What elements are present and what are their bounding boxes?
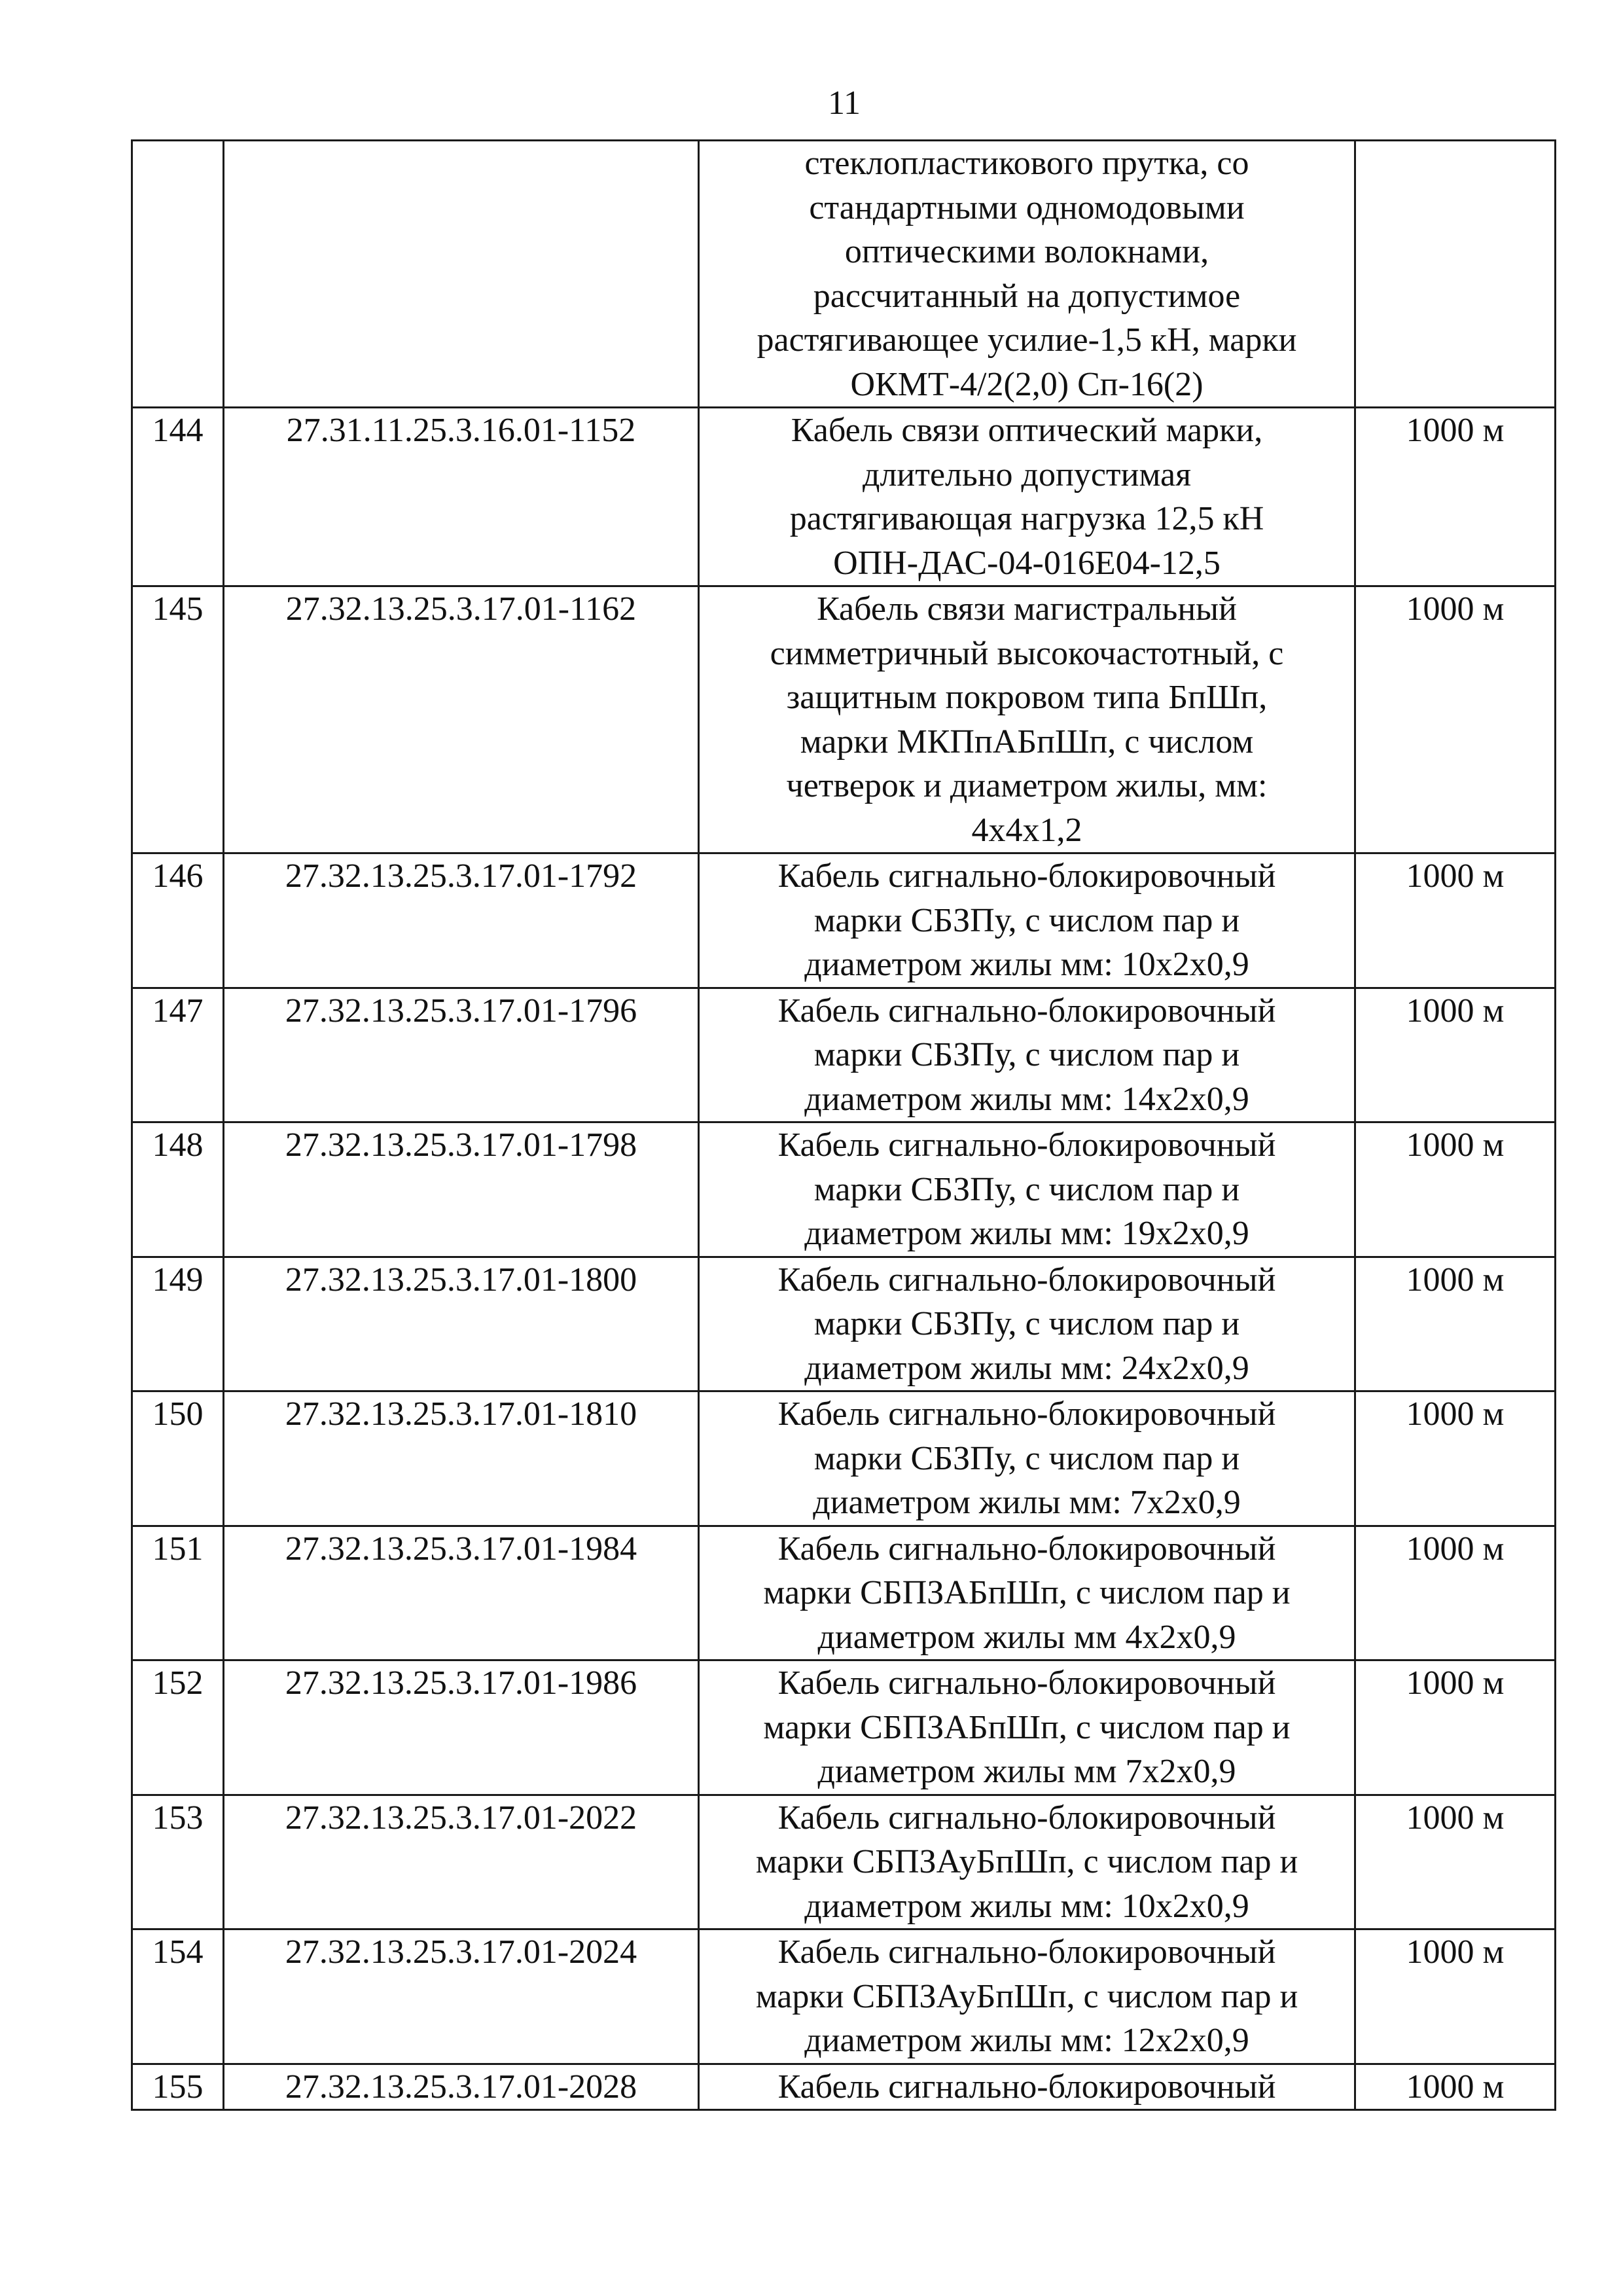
resource-code-cell: 27.31.11.25.3.16.01-1152: [224, 408, 699, 586]
resource-code-cell: 27.32.13.25.3.17.01-1810: [224, 1391, 699, 1526]
description-line: марки СБЗПу, с числом пар и: [813, 901, 1240, 939]
description-line: Кабель сигнально-блокировочный: [777, 1664, 1276, 1702]
description-cell: [699, 1526, 1355, 1660]
table-row: [132, 853, 1556, 988]
row-number-cell: 154: [132, 1929, 224, 2064]
resource-code-cell: 27.32.13.25.3.17.01-1798: [224, 1122, 699, 1257]
unit-cell: 1000 м: [1355, 988, 1556, 1122]
resource-code-cell: [224, 141, 699, 408]
table-row: [132, 1526, 1556, 1660]
row-number-cell: 147: [132, 988, 224, 1122]
row-number-cell: 149: [132, 1257, 224, 1391]
description-line: марки СБЗПу, с числом пар и: [813, 1170, 1240, 1208]
description-line: растягивающее усилие-1,5 кН, марки: [757, 321, 1297, 359]
row-number-cell: 148: [132, 1122, 224, 1257]
description-line: марки СБПЗАБпШп, с числом пар и: [763, 1708, 1291, 1746]
description-cell: [699, 1660, 1355, 1795]
description-line: Кабель сигнально-блокировочный: [777, 2068, 1276, 2106]
unit-cell: 1000 м: [1355, 586, 1556, 853]
description-line: марки СБПЗАуБпШп, с числом пар и: [755, 1843, 1298, 1880]
table-row: [132, 988, 1556, 1122]
description-line: марки СБЗПу, с числом пар и: [813, 1305, 1240, 1342]
unit-cell: 1000 м: [1355, 408, 1556, 586]
description-line: диаметром жилы мм 4х2х0,9: [817, 1618, 1236, 1656]
row-number-cell: 155: [132, 2064, 224, 2110]
description-line: растягивающая нагрузка 12,5 кН: [789, 500, 1264, 537]
description-line: четверок и диаметром жилы, мм:: [786, 767, 1268, 804]
description-line: диаметром жилы мм: 19х2х0,9: [804, 1215, 1249, 1252]
table-row: [132, 586, 1556, 853]
table-row: [132, 1122, 1556, 1257]
unit-cell: 1000 м: [1355, 2064, 1556, 2110]
table-row: [132, 1391, 1556, 1526]
resource-code-cell: 27.32.13.25.3.17.01-1800: [224, 1257, 699, 1391]
description-cell: [699, 1257, 1355, 1391]
description-line: Кабель связи оптический марки,: [791, 412, 1263, 449]
materials-table: [131, 139, 1556, 2111]
resource-code-cell: 27.32.13.25.3.17.01-1792: [224, 853, 699, 988]
table-row: [132, 1929, 1556, 2064]
description-line: марки СБПЗАуБпШп, с числом пар и: [755, 1977, 1298, 2015]
description-line: стандартными одномодовыми: [809, 188, 1245, 226]
description-line: Кабель сигнально-блокировочный: [777, 857, 1276, 895]
description-line: Кабель сигнально-блокировочный: [777, 1261, 1276, 1299]
description-line: рассчитанный на допустимое: [813, 277, 1241, 315]
description-cell: [699, 141, 1355, 408]
table-row: [132, 141, 1556, 408]
description-line: Кабель сигнально-блокировочный: [777, 1126, 1276, 1164]
description-cell: [699, 1929, 1355, 2064]
resource-code-cell: 27.32.13.25.3.17.01-1986: [224, 1660, 699, 1795]
description-line: диаметром жилы мм: 14х2х0,9: [804, 1080, 1249, 1118]
description-line: стеклопластикового прутка, со: [804, 145, 1249, 182]
description-line: Кабель сигнально-блокировочный: [777, 992, 1276, 1030]
description-cell: [699, 586, 1355, 853]
description-line: ОПН-ДАС-04-016Е04-12,5: [833, 544, 1221, 582]
description-line: диаметром жилы мм: 12х2х0,9: [804, 2022, 1249, 2059]
resource-code-cell: 27.32.13.25.3.17.01-1796: [224, 988, 699, 1122]
description-cell: [699, 2064, 1355, 2110]
resource-code-cell: 27.32.13.25.3.17.01-2022: [224, 1795, 699, 1929]
row-number-cell: 144: [132, 408, 224, 586]
description-line: симметричный высокочастотный, с: [770, 634, 1284, 672]
row-number-cell: 151: [132, 1526, 224, 1660]
resource-code-cell: 27.32.13.25.3.17.01-1162: [224, 586, 699, 853]
description-line: защитным покровом типа БпШп,: [786, 679, 1268, 716]
description-cell: [699, 408, 1355, 586]
resource-code-cell: 27.32.13.25.3.17.01-2024: [224, 1929, 699, 2064]
row-number-cell: [132, 141, 224, 408]
description-line: Кабель сигнально-блокировочный: [777, 1799, 1276, 1837]
description-cell: [699, 988, 1355, 1122]
description-line: диаметром жилы мм: 7х2х0,9: [813, 1484, 1241, 1521]
description-line: марки СБПЗАБпШп, с числом пар и: [763, 1574, 1291, 1611]
description-line: длительно допустимая: [863, 456, 1191, 493]
unit-cell: [1355, 141, 1556, 408]
table-row: [132, 2064, 1556, 2110]
resource-code-cell: 27.32.13.25.3.17.01-2028: [224, 2064, 699, 2110]
description-cell: [699, 1795, 1355, 1929]
row-number-cell: 146: [132, 853, 224, 988]
description-line: 4х4х1,2: [971, 811, 1082, 849]
description-line: оптическими волокнами,: [844, 233, 1209, 270]
page-number: 11: [827, 84, 861, 122]
row-number-cell: 145: [132, 586, 224, 853]
unit-cell: 1000 м: [1355, 1795, 1556, 1929]
description-line: Кабель сигнально-блокировочный: [777, 1530, 1276, 1568]
materials-table-body: [132, 141, 1556, 2110]
description-line: ОКМТ-4/2(2,0) Сп-16(2): [850, 365, 1204, 403]
row-number-cell: 153: [132, 1795, 224, 1929]
table-row: [132, 1795, 1556, 1929]
description-cell: [699, 1122, 1355, 1257]
unit-cell: 1000 м: [1355, 1257, 1556, 1391]
unit-cell: 1000 м: [1355, 1929, 1556, 2064]
unit-cell: 1000 м: [1355, 853, 1556, 988]
description-cell: [699, 1391, 1355, 1526]
description-line: диаметром жилы мм: 10х2х0,9: [804, 1887, 1249, 1925]
row-number-cell: 150: [132, 1391, 224, 1526]
description-line: Кабель сигнально-блокировочный: [777, 1395, 1276, 1433]
description-line: марки МКПпАБпШп, с числом: [800, 723, 1254, 761]
table-row: [132, 1257, 1556, 1391]
description-line: Кабель сигнально-блокировочный: [777, 1933, 1276, 1971]
description-line: марки СБЗПу, с числом пар и: [813, 1439, 1240, 1477]
description-line: диаметром жилы мм: 10х2х0,9: [804, 946, 1249, 983]
description-line: Кабель связи магистральный: [817, 590, 1237, 628]
unit-cell: 1000 м: [1355, 1526, 1556, 1660]
table-row: [132, 1660, 1556, 1795]
resource-code-cell: 27.32.13.25.3.17.01-1984: [224, 1526, 699, 1660]
description-line: марки СБЗПу, с числом пар и: [813, 1036, 1240, 1073]
description-line: диаметром жилы мм 7х2х0,9: [817, 1753, 1236, 1790]
row-number-cell: 152: [132, 1660, 224, 1795]
unit-cell: 1000 м: [1355, 1122, 1556, 1257]
description-cell: [699, 853, 1355, 988]
unit-cell: 1000 м: [1355, 1660, 1556, 1795]
unit-cell: 1000 м: [1355, 1391, 1556, 1526]
table-row: [132, 408, 1556, 586]
description-line: диаметром жилы мм: 24х2х0,9: [804, 1349, 1249, 1387]
